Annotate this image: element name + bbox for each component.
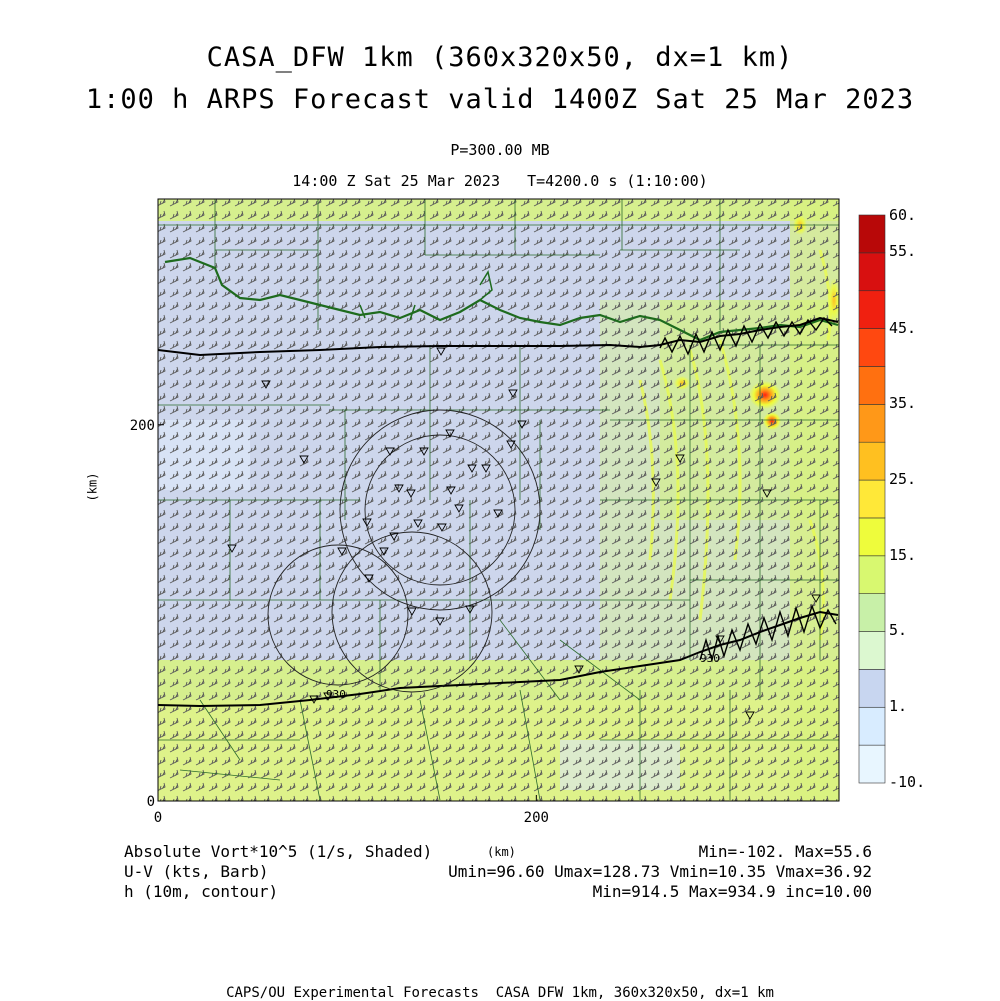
colorbar-swatch [859,594,885,632]
colorbar-label: 35. [889,394,917,412]
colorbar-label: 45. [889,319,917,337]
colorbar-label: 25. [889,470,917,488]
height-stats: Min=914.5 Max=934.9 inc=10.00 [592,882,872,901]
x-tick-label: 200 [523,810,549,826]
colorbar-swatch [859,518,885,556]
contour-label: 930 [326,688,346,701]
colorbar-swatch [859,215,885,253]
field-vorticity-label: Absolute Vort*10^5 (1/s, Shaded) [124,842,433,861]
colorbar-swatch [859,366,885,404]
wind-stats: Umin=96.60 Umax=128.73 Vmin=10.35 Vmax=36.92 [448,862,872,881]
colorbar [859,206,925,791]
colorbar-swatch [859,556,885,594]
colorbar-swatch [859,707,885,745]
field-height-label: h (10m, contour) [124,882,279,901]
contour-label: 930 [700,652,720,665]
chart-title: CASA_DFW 1km (360x320x50, dx=1 km) [206,42,794,73]
y-axis-label: (km) [85,472,100,502]
colorbar-label: -10. [889,773,926,791]
colorbar-swatch [859,480,885,518]
colorbar-label: 1. [889,697,908,715]
valid-time: 14:00 Z Sat 25 Mar 2023 T=4200.0 s (1:10:00) [292,172,708,190]
colorbar-label: 15. [889,546,917,564]
y-tick-label: 0 [146,794,155,810]
y-tick-label: 200 [129,417,155,434]
colorbar-swatch [859,442,885,480]
chart-subtitle: 1:00 h ARPS Forecast valid 1400Z Sat 25 Mar 2023 [85,84,915,115]
colorbar-swatch [859,329,885,367]
x-tick-label: 0 [153,810,163,826]
colorbar-swatch [859,404,885,442]
colorbar-label: 55. [889,242,917,260]
colorbar-swatch [859,745,885,783]
credit-line: CAPS/OU Experimental Forecasts CASA DFW 1km, 360x320x50, dx=1 km [226,985,774,1001]
colorbar-swatch [859,253,885,291]
colorbar-label: 5. [889,621,908,639]
field-wind-label: U-V (kts, Barb) [124,862,269,881]
colorbar-label: 60. [889,206,917,224]
colorbar-swatch [859,669,885,707]
colorbar-swatch [859,632,885,670]
vorticity-stats: Min=-102. Max=55.6 [698,842,872,861]
vorticity-field [158,199,840,801]
pressure-level: P=300.00 MB [450,141,550,159]
colorbar-swatch [859,291,885,329]
x-axis-label: (km) [487,845,516,859]
